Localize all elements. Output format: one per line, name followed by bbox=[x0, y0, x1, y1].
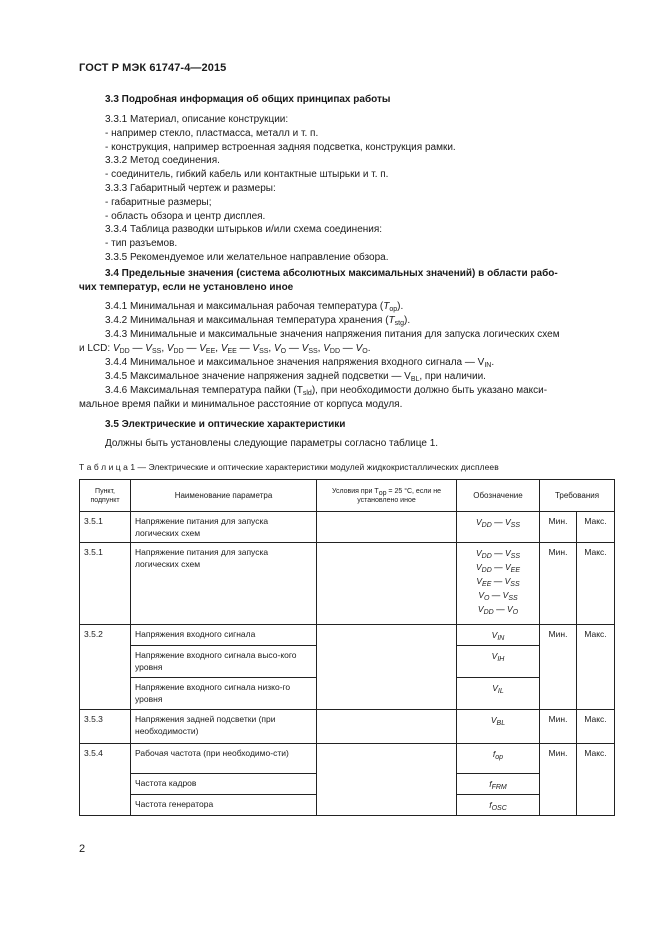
cell-conditions bbox=[317, 744, 457, 816]
section-3-3-line: 3.3.3 Габаритный чертеж и размеры: bbox=[105, 183, 276, 194]
section-3-3-line: - соединитель, гибкий кабель или контактные штырьки и т. п. bbox=[105, 169, 389, 181]
section-3-5-text: Должны быть установлены следующие параметры согласно таблице 1. bbox=[105, 438, 439, 449]
cell-symbol: $V_{DD}$ — $V_{SS}$ bbox=[457, 512, 540, 543]
table-header-row bbox=[80, 480, 615, 512]
cell-symbol: $f_{op}$ bbox=[457, 744, 540, 774]
cell-conditions bbox=[317, 625, 457, 710]
cell-symbol: $V_{IH}$ bbox=[457, 646, 540, 678]
cell-symbol: $f_{FRM}$ bbox=[457, 774, 540, 795]
section-3-3-line: 3.3.4 Таблица разводки штырьков и/или схема соединения: bbox=[105, 224, 383, 236]
section-3-5-title: 3.5 Электрические и оптические характеристики bbox=[105, 419, 346, 430]
cell-conditions bbox=[317, 543, 457, 625]
cell-symbol: $V_{IL}$ bbox=[457, 678, 540, 710]
section-3-3-line: - область обзора и центр дисплея. bbox=[105, 210, 266, 222]
section-3-3-line: 3.3.5 Рекомендуемое или желательное направление обзора. bbox=[105, 252, 389, 263]
table-row bbox=[80, 625, 615, 646]
section-3-4-title-line2: чих температур, если не установлено иное bbox=[79, 282, 294, 293]
characteristics-table bbox=[79, 479, 615, 816]
cell-symbol: $f_{OSC}$ bbox=[457, 795, 540, 816]
cell-min: Мин. bbox=[540, 744, 577, 816]
item-3-4-3-line2: и LCD: $V_{DD}$ — $V_{SS}$, $V_{DD}$ — $V_{EE}$, $V_{EE}$ — $V_{SS}$, $V_O$ — $V_{SS}$, $V_{DD}$ — $V_O$. bbox=[79, 343, 371, 355]
item-3-4-3-line1: 3.4.3 Минимальные и максимальные значения напряжения питания для запуска логических схем bbox=[105, 329, 560, 340]
cell-name: Напряжение питания для запуска логических схем bbox=[131, 512, 317, 543]
cell-name: Рабочая частота (при необходимо-сти) bbox=[131, 744, 317, 774]
cell-item: 3.5.1 bbox=[80, 512, 131, 543]
table-caption: Т а б л и ц а 1 — Электрические и оптические характеристики модулей жидкокристаллических дисплеев bbox=[79, 462, 499, 472]
table-row bbox=[80, 710, 615, 744]
cell-conditions bbox=[317, 710, 457, 744]
cell-min: Мин. bbox=[540, 625, 577, 710]
section-3-3-line: - конструкция, например встроенная задняя подсветка, конструкция рамки. bbox=[105, 141, 456, 153]
cell-name: Частота генератора bbox=[131, 795, 317, 816]
table-row bbox=[80, 543, 615, 625]
cell-name: Напряжения задней подсветки (при необходимости) bbox=[131, 710, 317, 744]
item-3-4-1: 3.4.1 Минимальная и максимальная рабочая температура $(T_{op})$. bbox=[105, 301, 404, 313]
section-3-3-line: 3.3.1 Материал, описание конструкции: bbox=[105, 114, 289, 125]
item-3-4-6-line2: мальное время пайки и минимальное расстояние от корпуса модуля. bbox=[79, 399, 403, 410]
cell-max: Макс. bbox=[577, 710, 615, 744]
cell-max: Макс. bbox=[577, 625, 615, 710]
cell-name: Напряжение входного сигнала высо-кого уровня bbox=[131, 646, 317, 678]
item-3-4-4: 3.4.4 Минимальное и максимальное значения напряжения входного сигнала — $V_{IN}$. bbox=[105, 357, 495, 369]
cell-item: 3.5.1 bbox=[80, 543, 131, 625]
header-item: Пункт, подпункт bbox=[80, 480, 131, 512]
section-3-4-title-line1: 3.4 Предельные значения (система абсолютных максимальных значений) в области рабо- bbox=[105, 268, 558, 279]
item-3-4-6-line1: 3.4.6 Максимальная температура пайки $(T_{sld})$, при необходимости должно быть указано макси- bbox=[105, 385, 548, 397]
cell-name: Напряжения входного сигнала bbox=[131, 625, 317, 646]
cell-item: 3.5.2 bbox=[80, 625, 131, 710]
cell-symbol: $V_{BL}$ bbox=[457, 710, 540, 744]
section-3-3-line: - например стекло, пластмасса, металл и т. п. bbox=[105, 127, 319, 139]
cell-symbol: $V_{IN}$ bbox=[457, 625, 540, 646]
cell-max: Макс. bbox=[577, 543, 615, 625]
cell-min: Мин. bbox=[540, 512, 577, 543]
section-3-3-line: - тип разъемов. bbox=[105, 238, 178, 250]
cell-min: Мин. bbox=[540, 710, 577, 744]
header-name: Наименование параметра bbox=[131, 480, 317, 512]
cell-max: Макс. bbox=[577, 512, 615, 543]
table-row bbox=[80, 744, 615, 774]
header-symbol: Обозначение bbox=[457, 480, 540, 512]
document-header: ГОСТ Р МЭК 61747-4—2015 bbox=[79, 62, 227, 74]
cell-max: Макс. bbox=[577, 744, 615, 816]
section-3-3-title: 3.3 Подробная информация об общих принципах работы bbox=[105, 94, 391, 105]
cell-item: 3.5.3 bbox=[80, 710, 131, 744]
item-3-4-5: 3.4.5 Максимальное значение напряжения задней подсветки — $V_{BL}$, при наличии. bbox=[105, 371, 486, 383]
cell-name: Напряжение питания для запуска логических схем bbox=[131, 543, 317, 625]
cell-name: Напряжение входного сигнала низко-го уровня bbox=[131, 678, 317, 710]
header-conditions: Условия при $T_{op} = 25$ °C, если не установлено иное bbox=[317, 480, 457, 512]
section-3-3-line: 3.3.2 Метод соединения. bbox=[105, 155, 220, 167]
section-3-3-line: - габаритные размеры; bbox=[105, 196, 212, 208]
page-number: 2 bbox=[79, 843, 86, 855]
table-row bbox=[80, 512, 615, 543]
cell-conditions bbox=[317, 512, 457, 543]
cell-item: 3.5.4 bbox=[80, 744, 131, 816]
cell-name: Частота кадров bbox=[131, 774, 317, 795]
cell-min: Мин. bbox=[540, 543, 577, 625]
cell-symbol: $V_{DD}$ — $V_{SS}$ $V_{DD}$ — $V_{EE}$ $V_{EE}$ — $V_{SS}$ $V_O$ — $V_{SS}$ $V_{DD}$ — $V_O$ bbox=[457, 543, 540, 625]
header-requirements: Требования bbox=[540, 480, 615, 512]
item-3-4-2: 3.4.2 Минимальная и максимальная температура хранения $(T_{stg})$. bbox=[105, 315, 411, 327]
